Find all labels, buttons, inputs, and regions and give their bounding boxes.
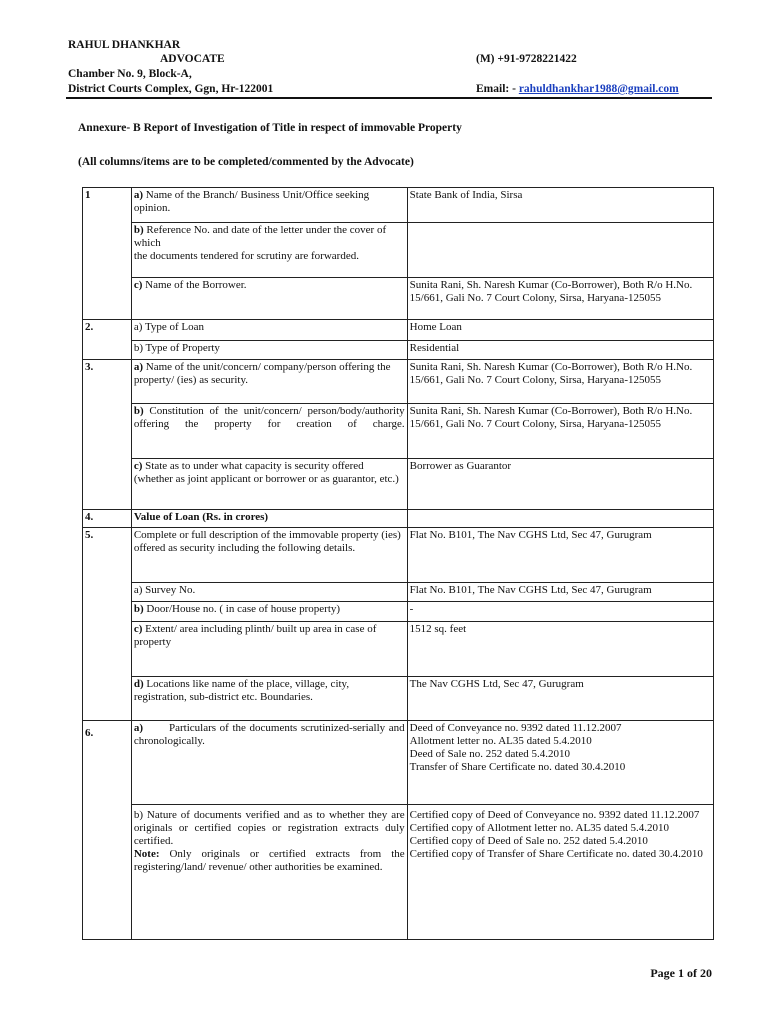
row-number: 5. bbox=[83, 528, 132, 721]
table-row bbox=[83, 510, 714, 528]
row-label: b) Door/House no. ( in case of house property) bbox=[131, 602, 407, 622]
mobile-number: (M) +91-9728221422 bbox=[476, 53, 577, 65]
row-label: a) Particulars of the documents scrutinized-serially and chronologically. bbox=[131, 721, 407, 805]
page-total: 20 bbox=[700, 966, 712, 980]
table-row bbox=[83, 188, 714, 223]
table-row bbox=[83, 528, 714, 583]
row-label: a) Name of the Branch/ Business Unit/Office seeking opinion. bbox=[131, 188, 407, 223]
row-value: - bbox=[407, 602, 713, 622]
row-number: 3. bbox=[83, 360, 132, 510]
list-item: Certified copy of Allotment letter no. AL35 dated 5.4.2010 bbox=[409, 822, 670, 834]
row-value bbox=[407, 510, 713, 528]
report-title: Annexure- B Report of Investigation of Title in respect of immovable Property bbox=[78, 122, 462, 134]
row-value: Sunita Rani, Sh. Naresh Kumar (Co-Borrower), Both R/o H.No. 15/661, Gali No. 7 Court Colony, Sirsa, Haryana-125055 bbox=[407, 404, 713, 459]
email-label: Email: - bbox=[476, 83, 516, 95]
row-label: b) Nature of documents verified and as to whether they are originals or certified copies or registration extracts duly certified. Note: Only originals or certified extracts from the registering/land/ revenue/ other authorities be examined. bbox=[131, 805, 407, 940]
row-label: Value of Loan (Rs. in crores) bbox=[131, 510, 407, 528]
row-label: a) Type of Loan bbox=[131, 320, 407, 341]
table-row bbox=[83, 404, 714, 459]
report-table bbox=[82, 187, 714, 940]
list-item: Deed of Sale no. 252 dated 5.4.2010 bbox=[409, 748, 571, 760]
list-item: Allotment letter no. AL35 dated 5.4.2010 bbox=[409, 735, 592, 747]
row-number: 6. bbox=[83, 721, 132, 940]
table-row bbox=[83, 459, 714, 510]
row-value: Sunita Rani, Sh. Naresh Kumar (Co-Borrower), Both R/o H.No. 15/661, Gali No. 7 Court Colony, Sirsa, Haryana-125055 bbox=[407, 360, 713, 404]
row-value bbox=[407, 805, 713, 940]
row-number: 2. bbox=[83, 320, 132, 360]
list-item: Certified copy of Deed of Sale no. 252 dated 5.4.2010 bbox=[409, 835, 648, 847]
row-label: c) Name of the Borrower. bbox=[131, 278, 407, 320]
advocate-designation: ADVOCATE bbox=[160, 53, 225, 65]
table-row bbox=[83, 622, 714, 677]
address-line-2: District Courts Complex, Ggn, Hr-122001 bbox=[68, 83, 274, 95]
row-value: State Bank of India, Sirsa bbox=[407, 188, 713, 223]
table-row bbox=[83, 602, 714, 622]
table-row bbox=[83, 360, 714, 404]
list-item: Deed of Conveyance no. 9392 dated 11.12.2007 bbox=[409, 722, 622, 734]
row-value: Sunita Rani, Sh. Naresh Kumar (Co-Borrower), Both R/o H.No. 15/661, Gali No. 7 Court Colony, Sirsa, Haryana-125055 bbox=[407, 278, 713, 320]
row-value: Borrower as Guarantor bbox=[407, 459, 713, 510]
table-row bbox=[83, 721, 714, 805]
row-number: 4. bbox=[83, 510, 132, 528]
row-label: d) Locations like name of the place, village, city, registration, sub-district etc. Boundaries. bbox=[131, 677, 407, 721]
row-value bbox=[407, 223, 713, 278]
table-row bbox=[83, 583, 714, 602]
email-line bbox=[476, 82, 679, 96]
row-label: c) State as to under what capacity is security offered (whether as joint applicant or borrower or as guarantor, etc.) bbox=[131, 459, 407, 510]
row-label: b) Type of Property bbox=[131, 341, 407, 360]
table-row bbox=[83, 341, 714, 360]
email-link[interactable]: rahuldhankhar1988@gmail.com bbox=[518, 83, 679, 95]
row-value: Flat No. B101, The Nav CGHS Ltd, Sec 47, Gurugram bbox=[407, 528, 713, 583]
row-label: Complete or full description of the immovable property (ies) offered as security including the following details. bbox=[131, 528, 407, 583]
row-value: Home Loan bbox=[407, 320, 713, 341]
row-value bbox=[407, 721, 713, 805]
instruction-text: (All columns/items are to be completed/commented by the Advocate) bbox=[78, 156, 414, 168]
list-item: Certified copy of Transfer of Share Certificate no. dated 30.4.2010 bbox=[409, 848, 703, 860]
page-number: 1 bbox=[678, 966, 684, 980]
row-label: a) Name of the unit/concern/ company/person offering the property/ (ies) as security. bbox=[131, 360, 407, 404]
table-row bbox=[83, 278, 714, 320]
table-row bbox=[83, 223, 714, 278]
page-footer: Page 1 of 20 bbox=[650, 966, 712, 980]
row-value: Flat No. B101, The Nav CGHS Ltd, Sec 47, Gurugram bbox=[407, 583, 713, 602]
row-number: 1 bbox=[83, 188, 132, 320]
row-label: b) Reference No. and date of the letter under the cover of which the documents tendered for scrutiny are forwarded. bbox=[131, 223, 407, 278]
row-value: The Nav CGHS Ltd, Sec 47, Gurugram bbox=[407, 677, 713, 721]
list-item: Certified copy of Deed of Conveyance no. 9392 dated 11.12.2007 bbox=[409, 809, 700, 821]
row-label: b) Constitution of the unit/concern/ person/body/authority offering the property for creation of charge. bbox=[131, 404, 407, 459]
row-value: Residential bbox=[407, 341, 713, 360]
row-label: a) Survey No. bbox=[131, 583, 407, 602]
table-row bbox=[83, 320, 714, 341]
row-label: c) Extent/ area including plinth/ built up area in case of property bbox=[131, 622, 407, 677]
list-item: Transfer of Share Certificate no. dated 30.4.2010 bbox=[409, 761, 626, 773]
letterhead-divider bbox=[66, 97, 712, 99]
note-label: Note: bbox=[133, 848, 160, 860]
address-line-1: Chamber No. 9, Block-A, bbox=[68, 68, 192, 80]
table-row bbox=[83, 677, 714, 721]
advocate-name: RAHUL DHANKHAR bbox=[68, 39, 181, 51]
row-value: 1512 sq. feet bbox=[407, 622, 713, 677]
table-row bbox=[83, 805, 714, 940]
